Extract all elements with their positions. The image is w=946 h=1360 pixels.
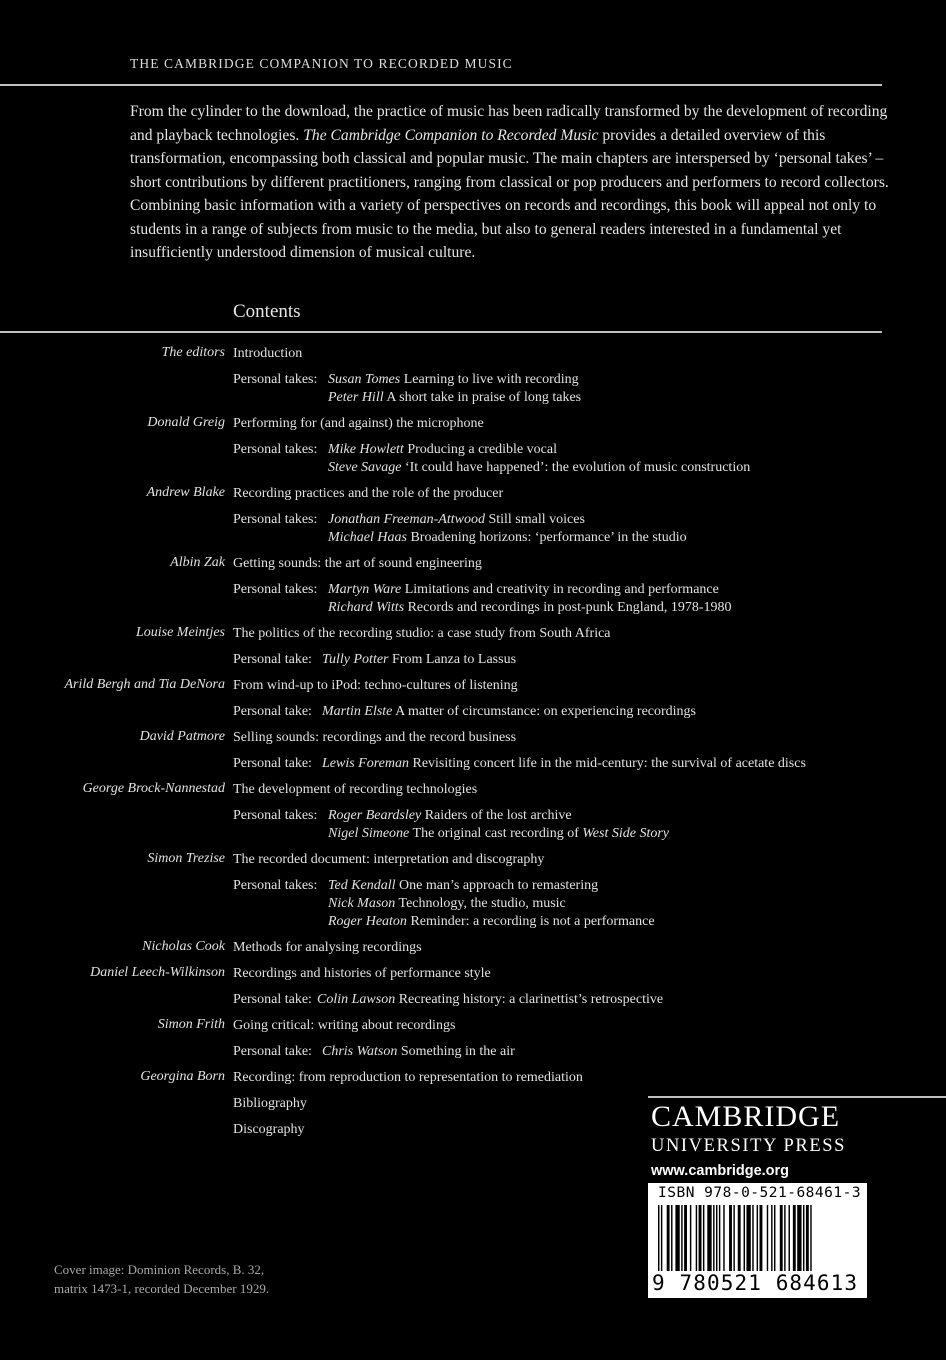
- barcode-bar: [793, 1205, 796, 1271]
- description-part-2: provides a detailed overview of this transformation, encompassing both classical and popular music. The main chapters are interspersed by ‘personal takes’ – short contributions by different practitioners, ranging from classical or pop producers and performers to record collectors. Combining basic information with a variety of perspectives on records and recordings, this book will appeal not only to students in a range of subjects from music to the media, but also to general readers interested in a fundamental yet insufficiently understood dimension of musical culture.: [130, 126, 889, 261]
- take-contributor: Mike Howlett: [328, 442, 404, 457]
- barcode-bar: [716, 1205, 717, 1271]
- personal-takes-label: Personal take:: [233, 992, 312, 1007]
- personal-take-item: [328, 895, 946, 913]
- publisher-divider: [648, 1096, 946, 1098]
- barcode-bar: [806, 1205, 809, 1271]
- take-title: Recreating history: a clarinettist’s retrospective: [395, 992, 664, 1007]
- personal-takes: [233, 877, 946, 931]
- personal-take-item: [328, 581, 946, 599]
- toc-chapter-title: Selling sounds: recordings and the record business: [233, 730, 517, 745]
- book-description: [130, 100, 890, 265]
- personal-takes-label: Personal take:: [233, 652, 312, 667]
- barcode-bar: [703, 1205, 704, 1271]
- personal-takes: [233, 755, 946, 773]
- personal-takes-label: Personal takes:: [233, 878, 318, 893]
- personal-take-item: [328, 599, 946, 617]
- toc-chapter-title: The recorded document: interpretation and discography: [233, 852, 545, 867]
- take-title: Producing a credible vocal: [403, 442, 557, 457]
- barcode-bar: [744, 1205, 745, 1271]
- personal-takes-label: Personal takes:: [233, 372, 318, 387]
- cover-credit: [54, 1260, 269, 1298]
- toc-author: Andrew Blake: [146, 485, 225, 500]
- toc-author: The editors: [161, 345, 225, 360]
- personal-takes-label: Personal takes:: [233, 442, 318, 457]
- toc-chapter-title: Going critical: writing about recordings: [233, 1018, 456, 1033]
- toc-author: Albin Zak: [170, 555, 225, 570]
- take-title: Technology, the studio, music: [395, 896, 566, 911]
- personal-takes: [233, 991, 946, 1009]
- toc-entry: [0, 555, 946, 617]
- personal-take-item: [328, 389, 946, 407]
- toc-entry: [0, 729, 946, 773]
- personal-takes-label: Personal take:: [233, 704, 312, 719]
- toc-chapter-title: Recording: from reproduction to representation to remediation: [233, 1070, 583, 1085]
- toc-chapter-title: Discography: [233, 1122, 305, 1137]
- personal-takes: [233, 371, 946, 407]
- personal-take-item: [322, 703, 946, 721]
- toc-entry: [0, 345, 946, 407]
- toc-author: Nicholas Cook: [142, 939, 225, 954]
- isbn-barcode: [648, 1183, 867, 1298]
- publisher-logo: [651, 1102, 846, 1179]
- take-title: Still small voices: [484, 512, 585, 527]
- personal-take-item: [328, 877, 946, 895]
- barcode-bar: [803, 1205, 804, 1271]
- toc-chapter-title: Introduction: [233, 346, 303, 361]
- toc-entry: [0, 1017, 946, 1061]
- toc-author: Louise Meintjes: [135, 625, 225, 640]
- toc-entry: [0, 625, 946, 669]
- take-contributor: Susan Tomes: [328, 372, 401, 387]
- take-title: Records and recordings in post-punk England, 1978-1980: [404, 600, 732, 615]
- barcode-bar: [713, 1205, 714, 1271]
- take-contributor: Nick Mason: [328, 896, 396, 911]
- take-contributor: Lewis Foreman: [322, 756, 409, 771]
- personal-takes: [233, 441, 946, 477]
- publisher-url: www.cambridge.org: [651, 1163, 790, 1179]
- take-title: Limitations and creativity in recording and performance: [401, 582, 719, 597]
- personal-takes-label: Personal take:: [233, 756, 312, 771]
- take-contributor: Chris Watson: [322, 1044, 398, 1059]
- toc-chapter-title: Performing for (and against) the microphone: [233, 416, 484, 431]
- personal-takes-label: Personal takes:: [233, 512, 318, 527]
- take-title: One man’s approach to remastering: [395, 878, 599, 893]
- barcode-bar: [789, 1205, 790, 1271]
- personal-takes: [233, 511, 946, 547]
- toc-author: Georgina Born: [140, 1069, 225, 1084]
- barcode-bar: [719, 1205, 720, 1271]
- toc-chapter-title: The politics of the recording studio: a case study from South Africa: [233, 626, 611, 641]
- publisher-name: CAMBRIDGE: [651, 1100, 841, 1133]
- barcode-digits: 9 780521 684613: [652, 1271, 863, 1295]
- toc-author: Arild Bergh and Tia DeNora: [64, 677, 225, 692]
- take-contributor: Roger Heaton: [328, 914, 407, 929]
- barcode-bar: [767, 1205, 768, 1271]
- take-contributor: Martyn Ware: [328, 582, 402, 597]
- toc-entry: [0, 939, 946, 957]
- cover-credit-line-1: Cover image: Dominion Records, B. 32,: [54, 1262, 265, 1277]
- take-title: Something in the air: [397, 1044, 515, 1059]
- toc-author: Donald Greig: [147, 415, 225, 430]
- personal-takes-label: Personal takes:: [233, 582, 318, 597]
- toc-entry: [0, 485, 946, 547]
- contents-divider: [0, 331, 882, 333]
- toc-entry: [0, 781, 946, 843]
- barcode-bar: [684, 1205, 687, 1271]
- toc-entry: [0, 965, 946, 1009]
- toc-author: George Brock-Nannestad: [82, 781, 225, 796]
- take-title: Broadening horizons: ‘performance’ in the studio: [406, 530, 687, 545]
- barcode-bar: [723, 1205, 724, 1271]
- barcode-bar: [707, 1205, 711, 1271]
- barcode-bar: [784, 1205, 785, 1271]
- toc-author: Daniel Leech-Wilkinson: [90, 965, 225, 980]
- personal-takes-label: Personal take:: [233, 1044, 312, 1059]
- top-divider: [0, 84, 882, 86]
- barcode-bar: [760, 1205, 763, 1271]
- personal-takes: [233, 651, 946, 669]
- take-title: A short take in praise of long takes: [383, 390, 582, 405]
- barcode-bar: [675, 1205, 679, 1271]
- take-contributor: Nigel Simeone: [328, 826, 410, 841]
- toc-chapter-title: From wind-up to iPod: techno-cultures of listening: [233, 678, 518, 693]
- toc-author: Simon Trezise: [147, 851, 225, 866]
- personal-takes: [233, 581, 946, 617]
- toc-chapter-title: Recordings and histories of performance style: [233, 966, 491, 981]
- take-contributor: Ted Kendall: [328, 878, 396, 893]
- take-title: Revisiting concert life in the mid-century: the survival of acetate discs: [408, 756, 806, 771]
- toc-chapter-title: Recording practices and the role of the producer: [233, 486, 504, 501]
- take-title: From Lanza to Lassus: [388, 652, 517, 667]
- personal-takes: [233, 703, 946, 721]
- take-contributor: Roger Beardsley: [328, 808, 422, 823]
- personal-take-item: [328, 459, 946, 477]
- isbn-label: ISBN 978-0-521-68461-3: [658, 1185, 862, 1201]
- take-contributor: Peter Hill: [328, 390, 384, 405]
- personal-take-item: [328, 913, 946, 931]
- personal-take-item: [322, 651, 946, 669]
- take-contributor: Richard Witts: [328, 600, 405, 615]
- personal-take-item: [322, 1043, 946, 1061]
- toc-author: Simon Frith: [157, 1017, 225, 1032]
- personal-take-item: [322, 755, 946, 773]
- publisher-press: UNIVERSITY PRESS: [651, 1136, 847, 1156]
- personal-takes-label: Personal takes:: [233, 808, 318, 823]
- barcode-bar: [671, 1205, 672, 1271]
- toc-author: David Patmore: [139, 729, 225, 744]
- personal-takes: [233, 1043, 946, 1061]
- toc-entry: [0, 1069, 946, 1087]
- take-title: The original cast recording of: [409, 826, 583, 841]
- cover-credit-line-2: matrix 1473-1, recorded December 1929.: [54, 1281, 270, 1296]
- personal-take-item: [328, 807, 946, 825]
- take-contributor: Martin Elste: [322, 704, 393, 719]
- take-title-italic: West Side Story: [582, 826, 669, 841]
- barcode-bar: [699, 1205, 702, 1271]
- take-title: A matter of circumstance: on experiencing recordings: [392, 704, 697, 719]
- barcode-bar: [696, 1205, 697, 1271]
- take-contributor: Tully Potter: [322, 652, 389, 667]
- take-title: ‘It could have happened’: the evolution of music construction: [401, 460, 751, 475]
- barcode-bar: [746, 1205, 750, 1271]
- contents-heading: Contents: [233, 301, 301, 322]
- toc-chapter-title: Getting sounds: the art of sound engineering: [233, 556, 482, 571]
- take-title: Reminder: a recording is not a performance: [406, 914, 655, 929]
- take-title: Raiders of the lost archive: [421, 808, 572, 823]
- personal-take-item: [328, 371, 946, 389]
- barcode-bar: [729, 1205, 732, 1271]
- toc-entry: [0, 415, 946, 477]
- personal-take-item: [328, 825, 946, 843]
- table-of-contents: [0, 345, 946, 1147]
- take-contributor: Colin Lawson: [317, 992, 396, 1007]
- take-contributor: Michael Haas: [328, 530, 407, 545]
- description-book-title: The Cambridge Companion to Recorded Music: [303, 126, 599, 144]
- personal-take-item: [328, 511, 946, 529]
- personal-take-item: [328, 441, 946, 459]
- take-contributor: Jonathan Freeman-Attwood: [328, 512, 485, 527]
- personal-take-item: [328, 529, 946, 547]
- toc-chapter-title: Methods for analysing recordings: [233, 940, 422, 955]
- toc-chapter-title: Bibliography: [233, 1096, 307, 1111]
- description-part-1: From the cylinder to the download, the practice of music has been radically transformed by the development of recording and playback technologies.: [130, 103, 888, 144]
- barcode-bar: [667, 1205, 670, 1271]
- personal-takes: [233, 807, 946, 843]
- barcode-bar: [757, 1205, 758, 1271]
- take-title: Learning to live with recording: [400, 372, 579, 387]
- take-contributor: Steve Savage: [328, 460, 402, 475]
- toc-entry: [0, 851, 946, 931]
- barcode-bar: [774, 1205, 775, 1271]
- barcode-bar: [780, 1205, 783, 1271]
- barcode-bar: [681, 1205, 682, 1271]
- toc-entry: [0, 677, 946, 721]
- personal-take-item: [317, 991, 946, 1009]
- barcode-bar: [690, 1205, 691, 1271]
- barcode-bar: [771, 1205, 772, 1271]
- barcode-bar: [797, 1205, 801, 1271]
- series-title: THE CAMBRIDGE COMPANION TO RECORDED MUSIC: [130, 56, 513, 71]
- barcode-bar: [752, 1205, 753, 1271]
- toc-chapter-title: The development of recording technologies: [233, 782, 478, 797]
